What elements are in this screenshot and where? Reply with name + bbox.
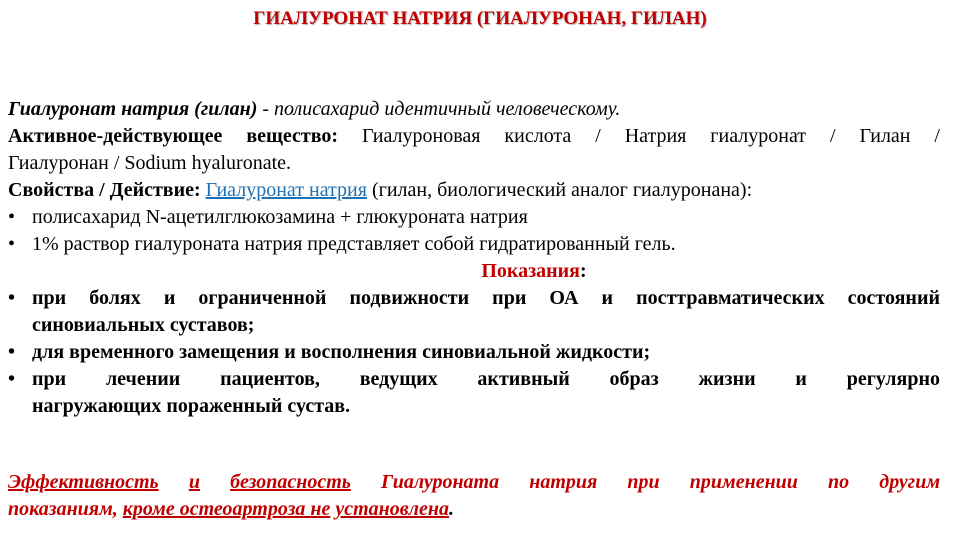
footer-note (8, 469, 940, 523)
indication-1-line-2: синовиальных суставов; (32, 314, 255, 336)
intro-line (8, 96, 940, 123)
indication-3-line-1: при лечении пациентов, ведущих активный образ жизни и регулярно (32, 368, 940, 390)
footer-word-efficacy: Эффективность (8, 471, 159, 493)
footer-end: . (448, 498, 454, 520)
indication-3-line-2: нагружающих пораженный сустав. (32, 395, 351, 417)
indications-colon: : (580, 260, 587, 282)
footer-line2-a: показаниям, (8, 498, 118, 520)
bullet-dot: • (8, 233, 16, 255)
active-value-1: Гиалуроновая кислота / Натрия гиалуронат / Гилан / (338, 125, 940, 147)
indication-item-1 (8, 285, 940, 339)
indication-item-3 (8, 366, 940, 420)
bullet-dot: • (8, 368, 16, 390)
property-text-1: полисахарид N-ацетилглюкозамина + глюкуроната натрия (32, 206, 528, 228)
active-line-2: Гиалуронан / Sodium hyaluronate. (8, 152, 292, 174)
bullet-dot: • (8, 287, 16, 309)
property-text-2: 1% раствор гиалуроната натрия представляет собой гидратированный гель. (32, 233, 676, 255)
intro-name: Гиалуронат натрия (гилан) (8, 98, 258, 120)
hyaluronate-link[interactable]: Гиалуронат натрия (205, 179, 367, 201)
active-label: Активное-действующее вещество: (8, 125, 339, 147)
footer-line-1 (8, 469, 940, 496)
properties-line (8, 177, 940, 204)
properties-label: Свойства / Действие: (8, 179, 201, 201)
property-bullet-1 (8, 204, 940, 231)
footer-word-safety: безопасность (230, 471, 351, 493)
indications-heading (8, 258, 940, 285)
bullet-dot: • (8, 341, 16, 363)
bullet-dot: • (8, 206, 16, 228)
indication-2-line-1: для временного замещения и восполнения синовиальной жидкости; (32, 341, 651, 363)
indication-1-line-1: при болях и ограниченной подвижности при ОА и посттравматических состояний (32, 287, 940, 309)
footer-line2-c: установлена (335, 498, 449, 520)
page-title: ГИАЛУРОНАТ НАТРИЯ (ГИАЛУРОНАН, ГИЛАН) (253, 8, 707, 29)
indications-heading-text: Показания (481, 260, 580, 282)
active-line-1 (8, 123, 940, 150)
footer-line2-b: кроме остеоартроза не (122, 498, 331, 520)
footer-mid: Гиалуроната натрия при применении по другим (350, 471, 941, 493)
intro-desc: - полисахарид идентичный человеческому. (257, 98, 621, 120)
footer-line-2 (8, 496, 940, 523)
property-bullet-2 (8, 231, 940, 258)
properties-rest: (гилан, биологический аналог гиалуронана): (366, 179, 753, 201)
content-body (8, 96, 940, 420)
indication-item-2 (8, 339, 940, 366)
footer-word-and: и (188, 471, 200, 493)
